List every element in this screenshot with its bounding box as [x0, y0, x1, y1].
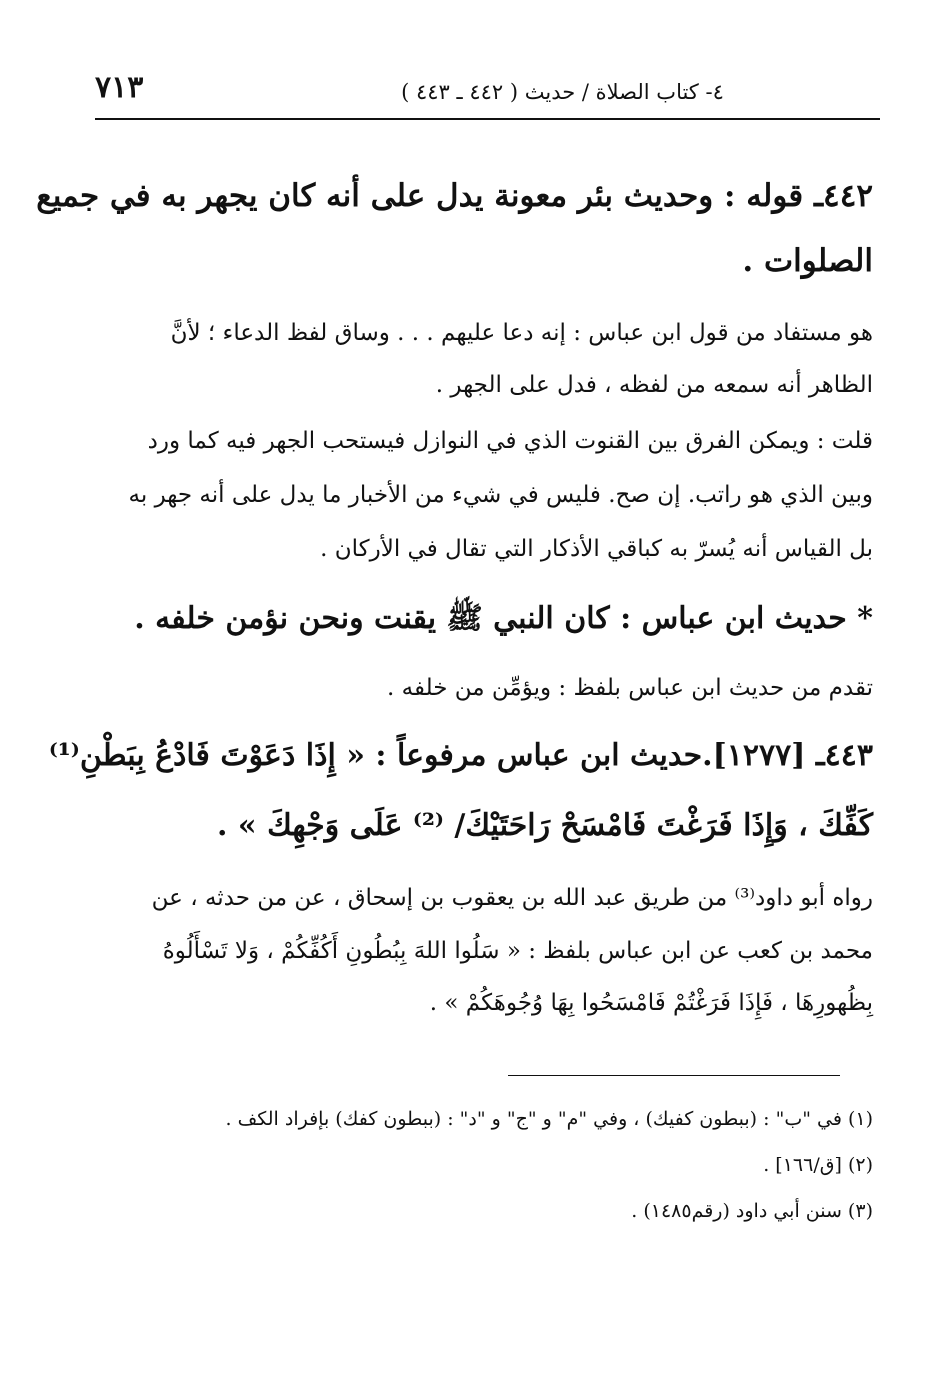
footnote-1: (١) في "ب" : (ببطون كفيك) ، وفي "م" و "ج" و "د" : (ببطون كفك) بإفراد الكف . — [225, 1108, 873, 1130]
heading-442-line2: الصلوات . — [742, 243, 873, 279]
heading-442-line1: ٤٤٢ـ قوله : وحديث بئر معونة يدل على أنه كان يجهر به في جميع — [36, 178, 873, 214]
hadith-ibn-abbas-heading: * حديث ابن عباس : كان النبي ﷺ يقنت ونحن نؤمن خلفه . — [134, 601, 873, 636]
paragraph-442-2-line2: وبين الذي هو راتب. إن صح. فليس في شيء من الأخبار ما يدل على أنه جهر به — [128, 482, 873, 508]
paragraph-443-line2: محمد بن كعب عن ابن عباس بلفظ : « سَلُوا اللهَ بِبُطُونِ أَكُفِّكُمْ ، وَلا تَسْأَلُوهُ — [162, 938, 873, 964]
heading-443-line2: كَفِّكَ ، وَإِذَا فَرَغْتَ فَامْسَحْ رَاحَتَيْكَ/ ⁽²⁾ عَلَى وَجْهِكَ » . — [216, 808, 873, 843]
paragraph-443-line3: بِظُهورِهَا ، فَإِذَا فَرَغْتُمْ فَامْسَحُوا بِهَا وُجُوهَكُمْ » . — [429, 990, 873, 1016]
running-head: ٤- كتاب الصلاة / حديث ( ٤٤٢ ـ ٤٤٣ ) — [401, 80, 724, 104]
hadith-ibn-abbas-text: تقدم من حديث ابن عباس بلفظ : ويؤمِّن من خلفه . — [387, 675, 873, 701]
header-rule — [95, 118, 880, 120]
footnote-separator — [508, 1075, 840, 1076]
paragraph-442-2-line3: بل القياس أنه يُسرّ به كباقي الأذكار التي تقال في الأركان . — [320, 536, 873, 562]
page-number: ٧١٣ — [95, 70, 144, 105]
footnote-3: (٣) سنن أبي داود (رقم١٤٨٥) . — [631, 1200, 873, 1222]
heading-443-line1: ٤٤٣ـ [١٢٧٧].حديث ابن عباس مرفوعاً : « إِذَا دَعَوْتَ فَادْعُ بِبَطْنِ⁽¹⁾ — [48, 738, 873, 773]
paragraph-442-2-line1: قلت : ويمكن الفرق بين القنوت الذي في النوازل فيستحب الجهر فيه كما ورد — [147, 428, 873, 454]
page-header — [95, 62, 880, 122]
footnote-2: (٢) [ق/١٦٦] . — [763, 1154, 873, 1176]
paragraph-443-line1: رواه أبو داود⁽³⁾ من طريق عبد الله بن يعقوب بن إسحاق ، عن من حدثه ، عن — [151, 885, 873, 911]
paragraph-442-1-line1: هو مستفاد من قول ابن عباس : إنه دعا عليهم . . . وساق لفظ الدعاء ؛ لأنَّ — [170, 320, 873, 346]
paragraph-442-1-line2: الظاهر أنه سمعه من لفظه ، فدل على الجهر . — [435, 372, 873, 398]
